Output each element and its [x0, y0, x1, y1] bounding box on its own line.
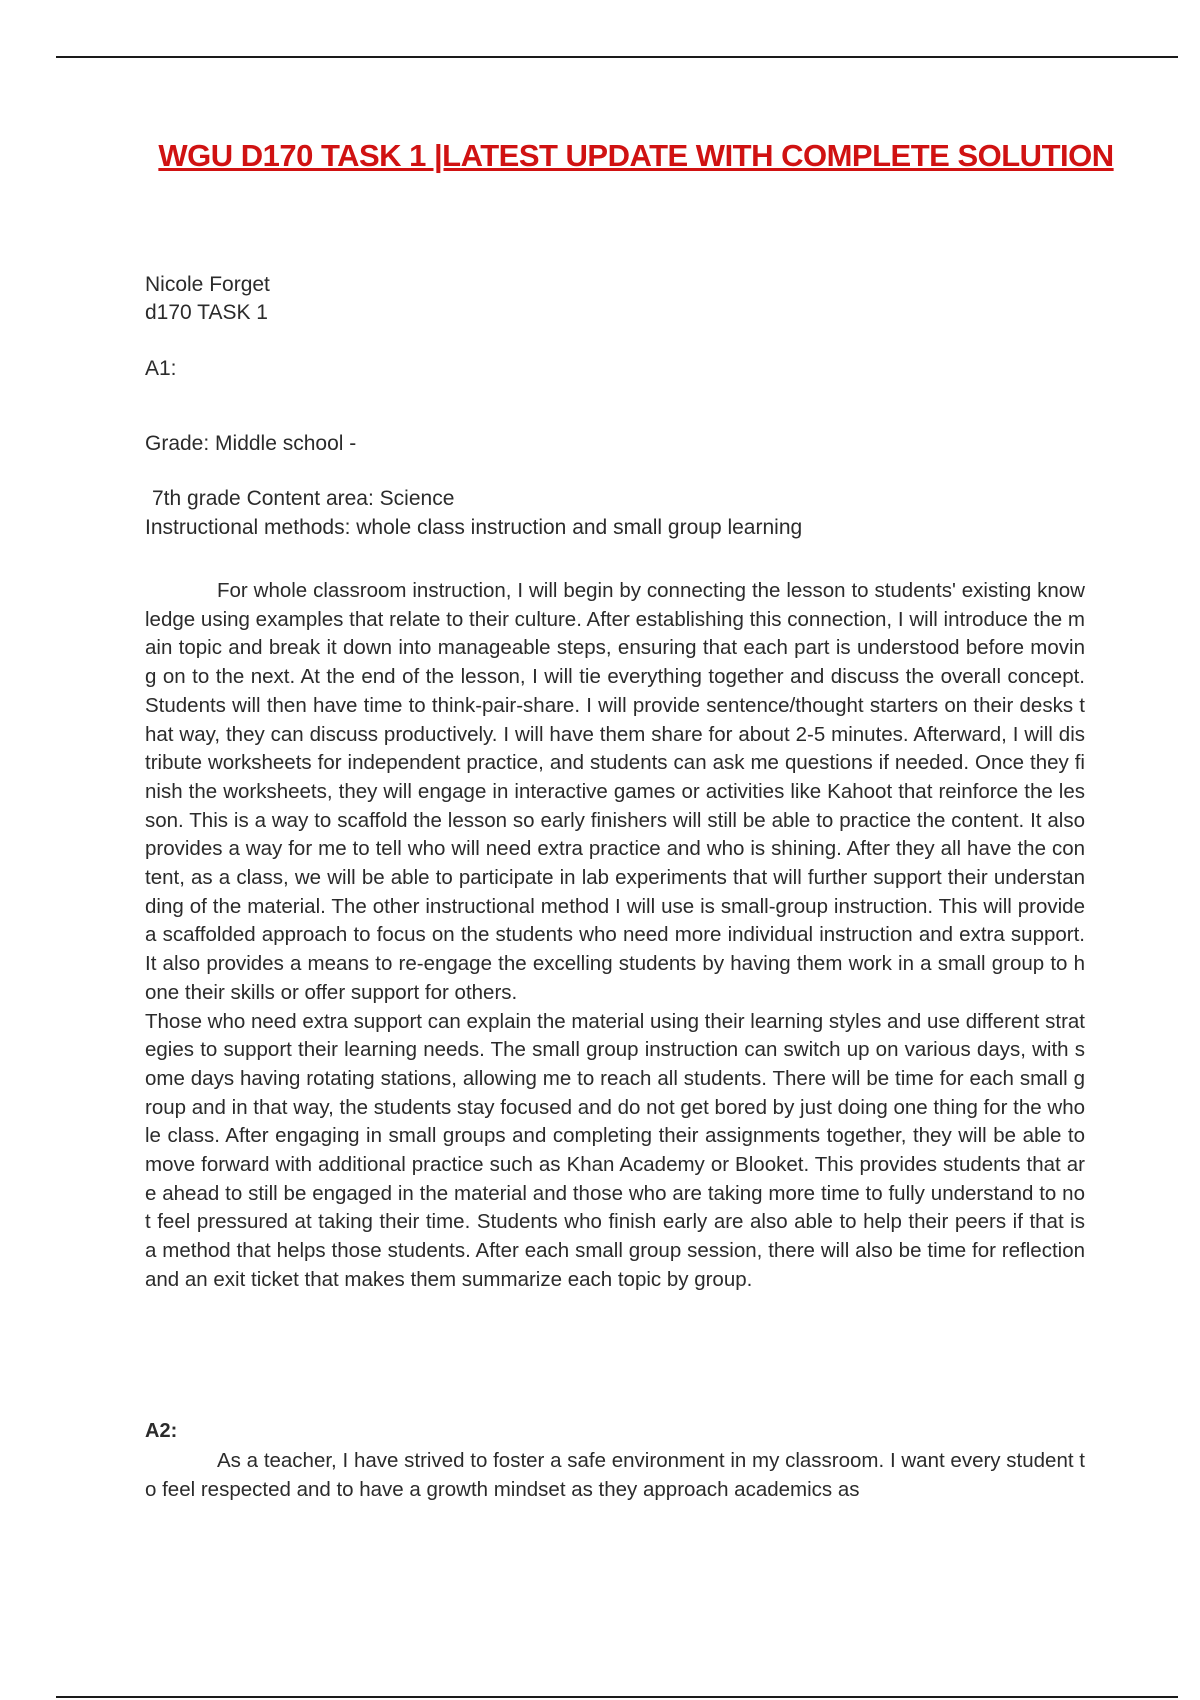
top-divider [56, 56, 1178, 58]
bottom-divider [56, 1696, 1178, 1698]
author-name: Nicole Forget [145, 273, 270, 296]
task-label: d170 TASK 1 [145, 301, 268, 324]
grade-content-line: 7th grade Content area: Science [152, 487, 455, 510]
paragraph-2: Those who need extra support can explain the material using their learning styles and use different strategies to support their learning needs. The small group instruction can switch up on various days, with some days having rotating stations, allowing me to reach all students. There will be time for each small group and in that way, the students stay focused and do not get bored by just doing one thing for the whole class. After engaging in small groups and completing their assignments together, they will be able to move forward with additional practice such as Khan Academy or Blooket. This provides students that are ahead to still be engaged in the material and those who are taking more time to fully understand to not feel pressured at taking their time. Students who finish early are also able to help their peers if that is a method that helps those students. After each small group session, there will also be time for reflection and an exit ticket that makes them summarize each topic by group. [145, 1009, 1085, 1291]
body-text-a1 [145, 577, 1085, 1295]
paragraph-3: As a teacher, I have strived to foster a safe environment in my classroom. I want every student to feel respected and to have a growth mindset as they approach academics as [145, 1449, 1085, 1501]
section-heading-a1: A1: [145, 357, 177, 380]
paragraph-1: For whole classroom instruction, I will begin by connecting the lesson to students' existing knowledge using examples that relate to their culture. After establishing this connection, I will introduce the main topic and break it down into manageable steps, ensuring that each part is understood before moving on to the next. At the end of the lesson, I will tie everything together and discuss the overall concept. Students will then have time to think-pair-share. I will provide sentence/thought starters on their desks that way, they can discuss productively. I will have them share for about 2-5 minutes. Afterward, I will distribute worksheets for independent practice, and students can ask me questions if needed. Once they finish the worksheets, they will engage in interactive games or activities like Kahoot that reinforce the lesson. This is a way to scaffold the lesson so early finishers will still be able to practice the content. It also provides a way for me to tell who will need extra practice and who is shining. After they all have the content, as a class, we will be able to participate in lab experiments that will further support their understanding of the material. The other instructional method I will use is small-group instruction. This will provide a scaffolded approach to focus on the students who need more individual instruction and extra support. It also provides a means to re-engage the excelling students by having them work in a small group to hone their skills or offer support for others. [145, 579, 1085, 1004]
document-title: WGU D170 TASK 1 |LATEST UPDATE WITH COMPLETE SOLUTION [158, 138, 1114, 173]
grade-line: Grade: Middle school - [145, 432, 357, 455]
section-heading-a2: A2: [145, 1420, 178, 1442]
instructional-methods-line: Instructional methods: whole class instruction and small group learning [145, 516, 803, 539]
body-text-a2 [145, 1447, 1085, 1504]
